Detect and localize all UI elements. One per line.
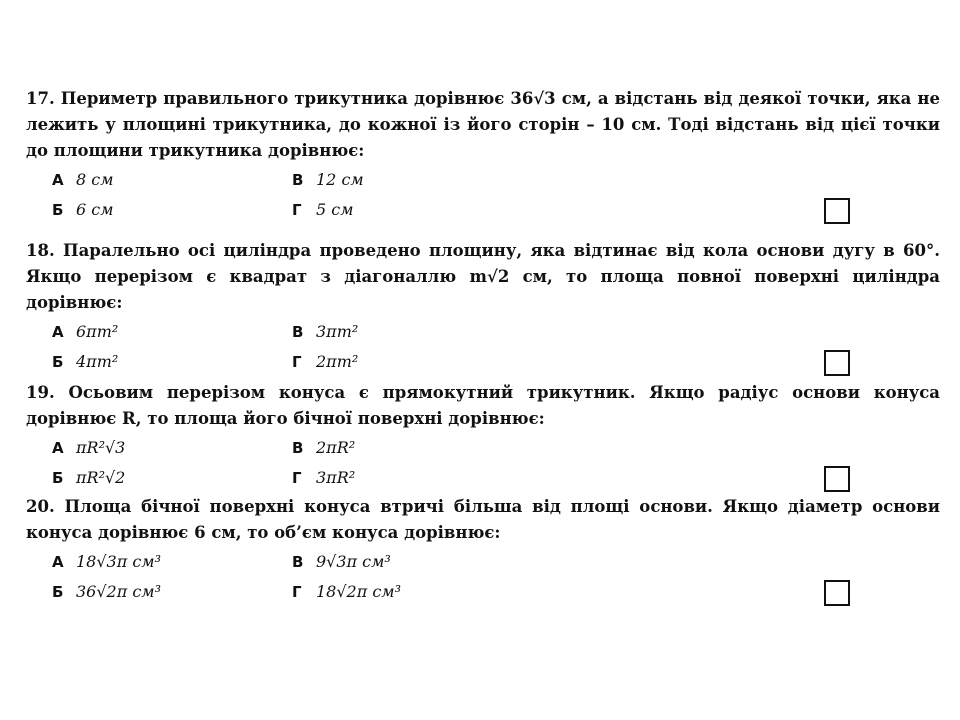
option-letter: В <box>292 323 304 341</box>
option-value: 36√2π см³ <box>76 582 161 601</box>
option-b[interactable] <box>52 582 161 601</box>
option-letter: А <box>52 553 64 571</box>
option-letter: А <box>52 323 64 341</box>
option-letter: Б <box>52 353 64 371</box>
option-v[interactable] <box>292 170 364 189</box>
option-b[interactable] <box>52 352 118 371</box>
option-value: 12 см <box>316 170 364 189</box>
option-a[interactable] <box>52 438 125 457</box>
option-value: 3πm² <box>316 322 359 341</box>
question-stem: 17. Периметр правильного трикутника дорівнює 36√3 см, а відстань від деякої точки, яка не лежить у площині трикутника, до кожної із його сторін – 10 см. Тоді відстань від цієї точки до площини трикутника дорівнює: <box>26 89 940 160</box>
option-value: 2πm² <box>316 352 359 371</box>
option-g[interactable] <box>292 468 355 487</box>
option-v[interactable] <box>292 322 358 341</box>
option-letter: Г <box>292 353 302 371</box>
option-a[interactable] <box>52 170 114 189</box>
question-stem: 20. Площа бічної поверхні конуса втричі більша від площі основи. Якщо діаметр основи конуса дорівнює 6 см, то об’єм конуса дорівнює: <box>26 497 940 542</box>
option-letter: Г <box>292 583 302 601</box>
question-17 <box>26 86 940 226</box>
option-value: 6πm² <box>76 322 119 341</box>
answer-options <box>26 432 940 494</box>
option-value: 18√3π см³ <box>76 552 161 571</box>
question-19 <box>26 380 940 494</box>
option-value: πR²√2 <box>76 468 126 487</box>
question-20 <box>26 494 940 608</box>
option-value: 6 см <box>76 200 114 219</box>
option-letter: В <box>292 553 304 571</box>
option-letter: А <box>52 171 64 189</box>
option-value: 18√2π см³ <box>316 582 401 601</box>
answer-box[interactable] <box>824 466 850 492</box>
answer-options <box>26 316 940 378</box>
option-value: πR²√3 <box>76 438 126 457</box>
answer-box[interactable] <box>824 198 850 224</box>
option-value: 4πm² <box>76 352 119 371</box>
option-value: 9√3π см³ <box>316 552 391 571</box>
option-letter: Б <box>52 469 64 487</box>
option-letter: Г <box>292 469 302 487</box>
option-a[interactable] <box>52 552 161 571</box>
option-value: 5 см <box>316 200 354 219</box>
option-letter: Г <box>292 201 302 219</box>
option-a[interactable] <box>52 322 118 341</box>
answer-options <box>26 546 940 608</box>
option-b[interactable] <box>52 200 114 219</box>
option-v[interactable] <box>292 552 391 571</box>
option-letter: Б <box>52 201 64 219</box>
question-18 <box>26 238 940 378</box>
option-letter: В <box>292 171 304 189</box>
option-v[interactable] <box>292 438 355 457</box>
option-g[interactable] <box>292 352 358 371</box>
option-g[interactable] <box>292 200 354 219</box>
answer-box[interactable] <box>824 580 850 606</box>
option-b[interactable] <box>52 468 125 487</box>
option-letter: Б <box>52 583 64 601</box>
option-g[interactable] <box>292 582 401 601</box>
answer-options <box>26 164 940 226</box>
option-value: 8 см <box>76 170 114 189</box>
option-letter: А <box>52 439 64 457</box>
question-stem: 18. Паралельно осі циліндра проведено площину, яка відтинає від кола основи дугу в 60°. Якщо перерізом є квадрат з діагоналлю m√2 см, то площа повної поверхні циліндра дорівнює: <box>26 241 940 312</box>
question-stem: 19. Осьовим перерізом конуса є прямокутний трикутник. Якщо радіус основи конуса дорівнює R, то площа його бічної поверхні дорівнює: <box>26 383 940 428</box>
answer-box[interactable] <box>824 350 850 376</box>
option-value: 2πR² <box>316 438 356 457</box>
option-letter: В <box>292 439 304 457</box>
option-value: 3πR² <box>316 468 356 487</box>
